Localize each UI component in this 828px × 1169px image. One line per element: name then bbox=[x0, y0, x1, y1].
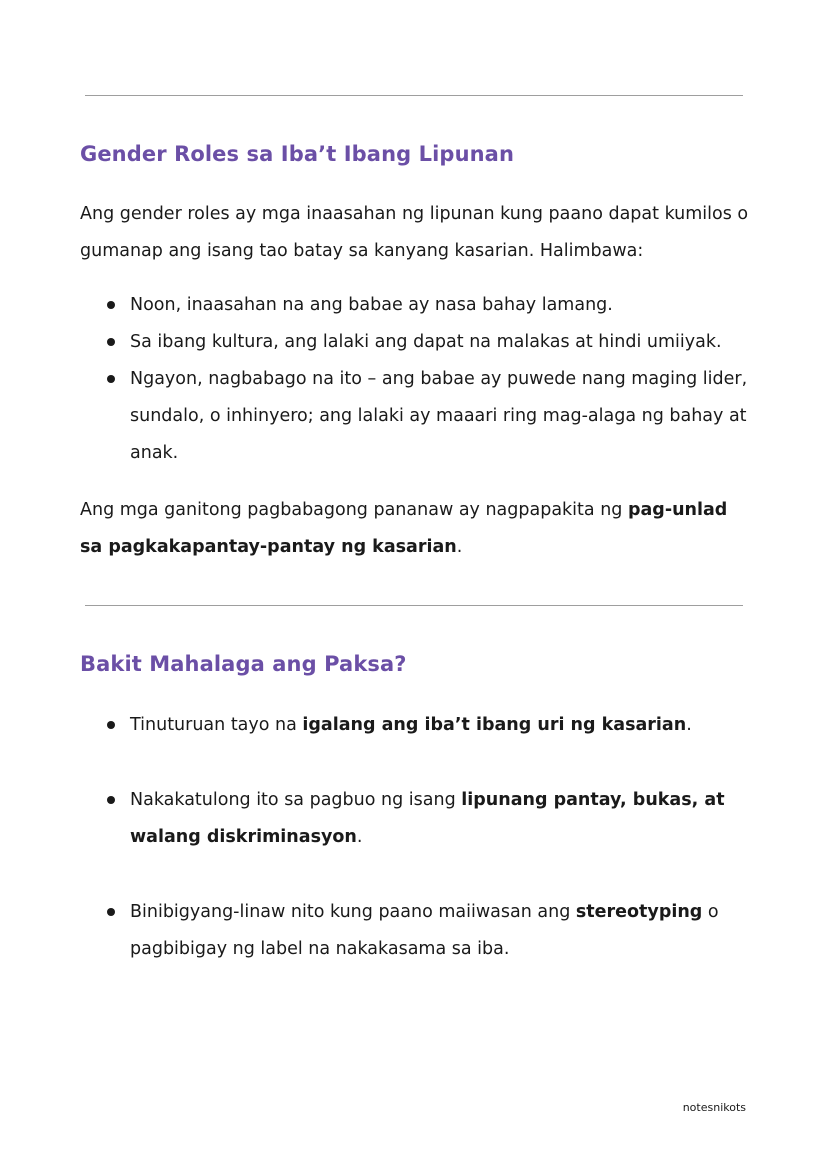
list-item-text: Ngayon, nagbabago na ito – ang babae ay puwede nang maging lider, sundalo, o inhinyero; ang lalaki ay maaari ring mag-alaga ng bahay at anak. bbox=[130, 369, 748, 463]
gender-roles-examples-list bbox=[80, 287, 750, 472]
list-item bbox=[80, 782, 750, 856]
divider-middle bbox=[85, 605, 743, 606]
bullet-icon bbox=[107, 796, 115, 804]
list-item-period: . bbox=[686, 715, 692, 735]
bullet-icon bbox=[107, 908, 115, 916]
section-heading-gender-roles: Gender Roles sa Iba’t Ibang Lipunan bbox=[80, 142, 514, 166]
list-item bbox=[80, 361, 750, 472]
bullet-icon bbox=[107, 338, 115, 346]
divider-top bbox=[85, 95, 743, 96]
list-item bbox=[80, 324, 750, 361]
section-heading-importance: Bakit Mahalaga ang Paksa? bbox=[80, 652, 407, 676]
list-item-text: Tinuturuan tayo na bbox=[130, 715, 303, 735]
list-item-emphasis: stereotyping bbox=[575, 902, 703, 922]
list-item bbox=[80, 707, 750, 744]
bullet-icon bbox=[107, 375, 115, 383]
intro-paragraph: Ang gender roles ay mga inaasahan ng lipunan kung paano dapat kumilos o gumanap ang isang tao batay sa kanyang kasarian. Halimbawa: bbox=[80, 204, 749, 261]
list-item-emphasis: igalang ang iba’t ibang uri ng kasarian bbox=[302, 715, 687, 735]
closing-paragraph bbox=[80, 492, 750, 566]
bullet-icon bbox=[107, 721, 115, 729]
list-item-text: Nakakatulong ito sa pagbuo ng isang bbox=[130, 790, 462, 810]
closing-emphasis: pag-unlad sa pagkakapantay-pantay ng kasarian bbox=[80, 500, 728, 557]
closing-text: Ang mga ganitong pagbabagong pananaw ay nagpapakita ng bbox=[80, 500, 628, 520]
list-item-emphasis: lipunang pantay, bukas, at walang diskriminasyon bbox=[130, 790, 725, 847]
list-item-text: Sa ibang kultura, ang lalaki ang dapat na malakas at hindi umiiyak. bbox=[130, 332, 722, 352]
footer-brand: notesnikots bbox=[682, 1101, 746, 1114]
closing-period: . bbox=[456, 537, 463, 557]
list-item-text: Noon, inaasahan na ang babae ay nasa bahay lamang. bbox=[130, 295, 613, 315]
list-item-text: Binibigyang-linaw nito kung paano maiiwasan ang bbox=[130, 902, 576, 922]
bullet-icon bbox=[107, 301, 115, 309]
list-item-text-end: o pagbibigay ng label na nakakasama sa iba. bbox=[130, 902, 719, 959]
list-item bbox=[80, 287, 750, 324]
list-item bbox=[80, 894, 750, 968]
importance-list bbox=[80, 707, 750, 968]
list-item-period: . bbox=[356, 827, 363, 847]
